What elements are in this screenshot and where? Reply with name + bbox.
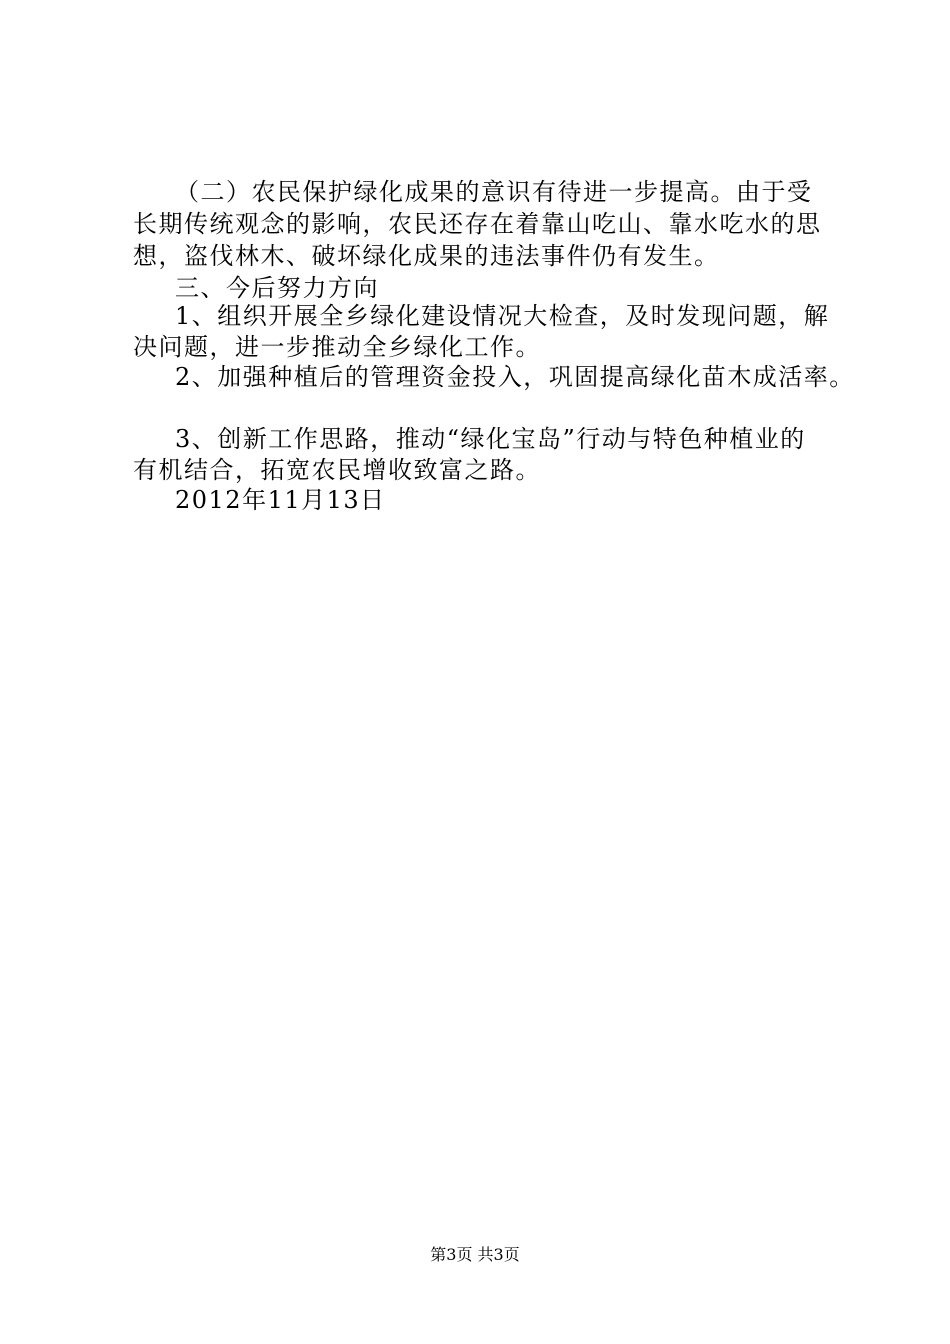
list-item: 3、创新工作思路，推动“绿化宝岛”行动与特色种植业的	[175, 425, 806, 453]
paragraph-line: 长期传统观念的影响，农民还存在着靠山吃山、靠水吃水的思	[133, 210, 822, 238]
list-item-continuation: 决问题，进一步推动全乡绿化工作。	[133, 333, 541, 361]
list-item-continuation: 有机结合，拓宽农民增收致富之路。	[133, 456, 541, 484]
paragraph-line: （二）农民保护绿化成果的意识有待进一步提高。由于受	[175, 178, 813, 206]
paragraph-line: 想，盗伐林木、破坏绿化成果的违法事件仍有发生。	[133, 242, 720, 270]
list-item: 1、组织开展全乡绿化建设情况大检查，及时发现问题，解	[175, 302, 830, 330]
list-item: 2、加强种植后的管理资金投入，巩固提高绿化苗木成活率。	[175, 363, 855, 391]
section-heading: 三、今后努力方向	[175, 274, 379, 302]
page-number-footer: 第3页 共3页	[430, 1245, 520, 1264]
document-date: 2012年11月13日	[175, 486, 386, 514]
